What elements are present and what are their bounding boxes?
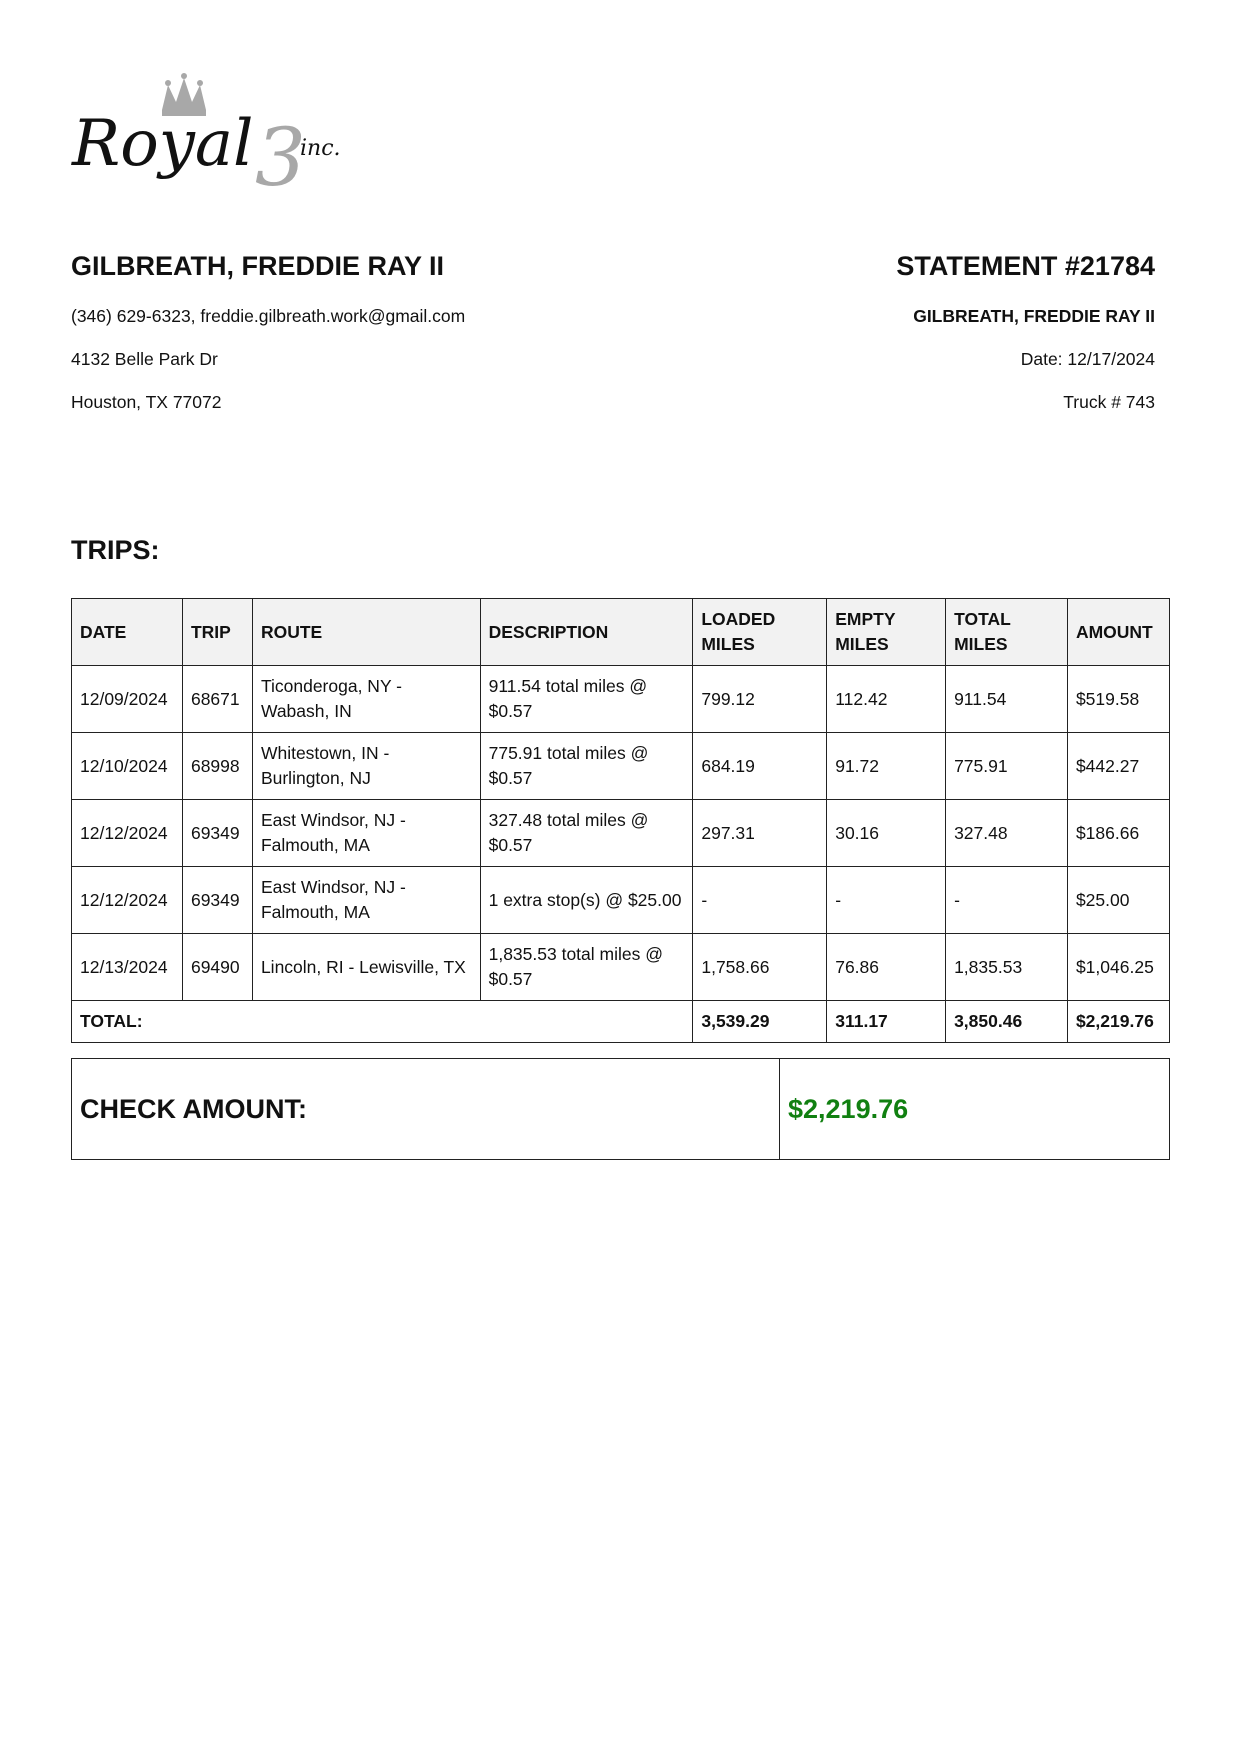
- cell-loaded-miles: 684.19: [693, 733, 827, 800]
- total-empty-miles: 311.17: [827, 1001, 946, 1043]
- cell-description: 327.48 total miles @ $0.57: [480, 800, 693, 867]
- cell-total-miles: 775.91: [946, 733, 1068, 800]
- cell-loaded-miles: 297.31: [693, 800, 827, 867]
- cell-loaded-miles: -: [693, 867, 827, 934]
- col-header-empty-miles: EMPTY MILES: [827, 599, 946, 666]
- cell-empty-miles: 30.16: [827, 800, 946, 867]
- table-row: [72, 733, 1170, 800]
- cell-route: Whitestown, IN - Burlington, NJ: [252, 733, 480, 800]
- logo-suffix: inc.: [300, 136, 341, 161]
- cell-trip: 69349: [182, 800, 252, 867]
- cell-description: 1,835.53 total miles @ $0.57: [480, 934, 693, 1001]
- cell-route: Lincoln, RI - Lewisville, TX: [252, 934, 480, 1001]
- cell-description: 775.91 total miles @ $0.57: [480, 733, 693, 800]
- col-header-trip: TRIP: [182, 599, 252, 666]
- driver-contact: (346) 629-6323, freddie.gilbreath.work@gmail.com: [71, 306, 466, 326]
- royal-3-inc-logo: [70, 70, 390, 200]
- cell-route: Ticonderoga, NY - Wabash, IN: [252, 666, 480, 733]
- total-row: [72, 1001, 1170, 1043]
- cell-total-miles: 1,835.53: [946, 934, 1068, 1001]
- cell-trip: 69349: [182, 867, 252, 934]
- cell-date: 12/10/2024: [72, 733, 183, 800]
- cell-trip: 68998: [182, 733, 252, 800]
- col-header-loaded-miles: LOADED MILES: [693, 599, 827, 666]
- cell-date: 12/12/2024: [72, 867, 183, 934]
- cell-empty-miles: 112.42: [827, 666, 946, 733]
- driver-address-line1: 4132 Belle Park Dr: [71, 349, 218, 369]
- driver-address-line2: Houston, TX 77072: [71, 392, 222, 412]
- cell-total-miles: 327.48: [946, 800, 1068, 867]
- cell-empty-miles: 76.86: [827, 934, 946, 1001]
- cell-amount: $519.58: [1067, 666, 1169, 733]
- logo-wordmark: Royal: [72, 107, 254, 181]
- logo-numeral: 3: [255, 111, 306, 200]
- trips-title: TRIPS:: [71, 535, 160, 565]
- company-logo: [70, 70, 390, 200]
- cell-amount: $186.66: [1067, 800, 1169, 867]
- cell-route: East Windsor, NJ - Falmouth, MA: [252, 800, 480, 867]
- col-header-total-miles: TOTAL MILES: [946, 599, 1068, 666]
- total-loaded-miles: 3,539.29: [693, 1001, 827, 1043]
- col-header-date: DATE: [72, 599, 183, 666]
- total-total-miles: 3,850.46: [946, 1001, 1068, 1043]
- check-amount-box: [71, 1058, 1170, 1160]
- check-amount-label: CHECK AMOUNT:: [72, 1059, 780, 1160]
- trips-table: [71, 598, 1170, 1043]
- table-row: [72, 867, 1170, 934]
- cell-amount: $25.00: [1067, 867, 1169, 934]
- statement-driver-name: GILBREATH, FREDDIE RAY II: [913, 306, 1155, 326]
- cell-amount: $442.27: [1067, 733, 1169, 800]
- cell-description: 1 extra stop(s) @ $25.00: [480, 867, 693, 934]
- cell-amount: $1,046.25: [1067, 934, 1169, 1001]
- cell-total-miles: -: [946, 867, 1068, 934]
- check-amount-value: $2,219.76: [780, 1059, 1170, 1160]
- cell-date: 12/09/2024: [72, 666, 183, 733]
- table-row: [72, 934, 1170, 1001]
- statement-truck: Truck # 743: [1063, 392, 1155, 412]
- cell-loaded-miles: 1,758.66: [693, 934, 827, 1001]
- cell-empty-miles: -: [827, 867, 946, 934]
- cell-total-miles: 911.54: [946, 666, 1068, 733]
- cell-loaded-miles: 799.12: [693, 666, 827, 733]
- col-header-route: ROUTE: [252, 599, 480, 666]
- table-row: [72, 800, 1170, 867]
- table-row: [72, 666, 1170, 733]
- total-amount: $2,219.76: [1067, 1001, 1169, 1043]
- statement-title: STATEMENT #21784: [896, 251, 1155, 281]
- cell-trip: 68671: [182, 666, 252, 733]
- trips-header-row: [72, 599, 1170, 666]
- total-label: TOTAL:: [72, 1001, 693, 1043]
- cell-date: 12/12/2024: [72, 800, 183, 867]
- driver-name: GILBREATH, FREDDIE RAY II: [71, 251, 445, 281]
- cell-date: 12/13/2024: [72, 934, 183, 1001]
- cell-route: East Windsor, NJ - Falmouth, MA: [252, 867, 480, 934]
- cell-description: 911.54 total miles @ $0.57: [480, 666, 693, 733]
- col-header-description: DESCRIPTION: [480, 599, 693, 666]
- col-header-amount: AMOUNT: [1067, 599, 1169, 666]
- cell-empty-miles: 91.72: [827, 733, 946, 800]
- statement-date: Date: 12/17/2024: [1020, 349, 1155, 369]
- cell-trip: 69490: [182, 934, 252, 1001]
